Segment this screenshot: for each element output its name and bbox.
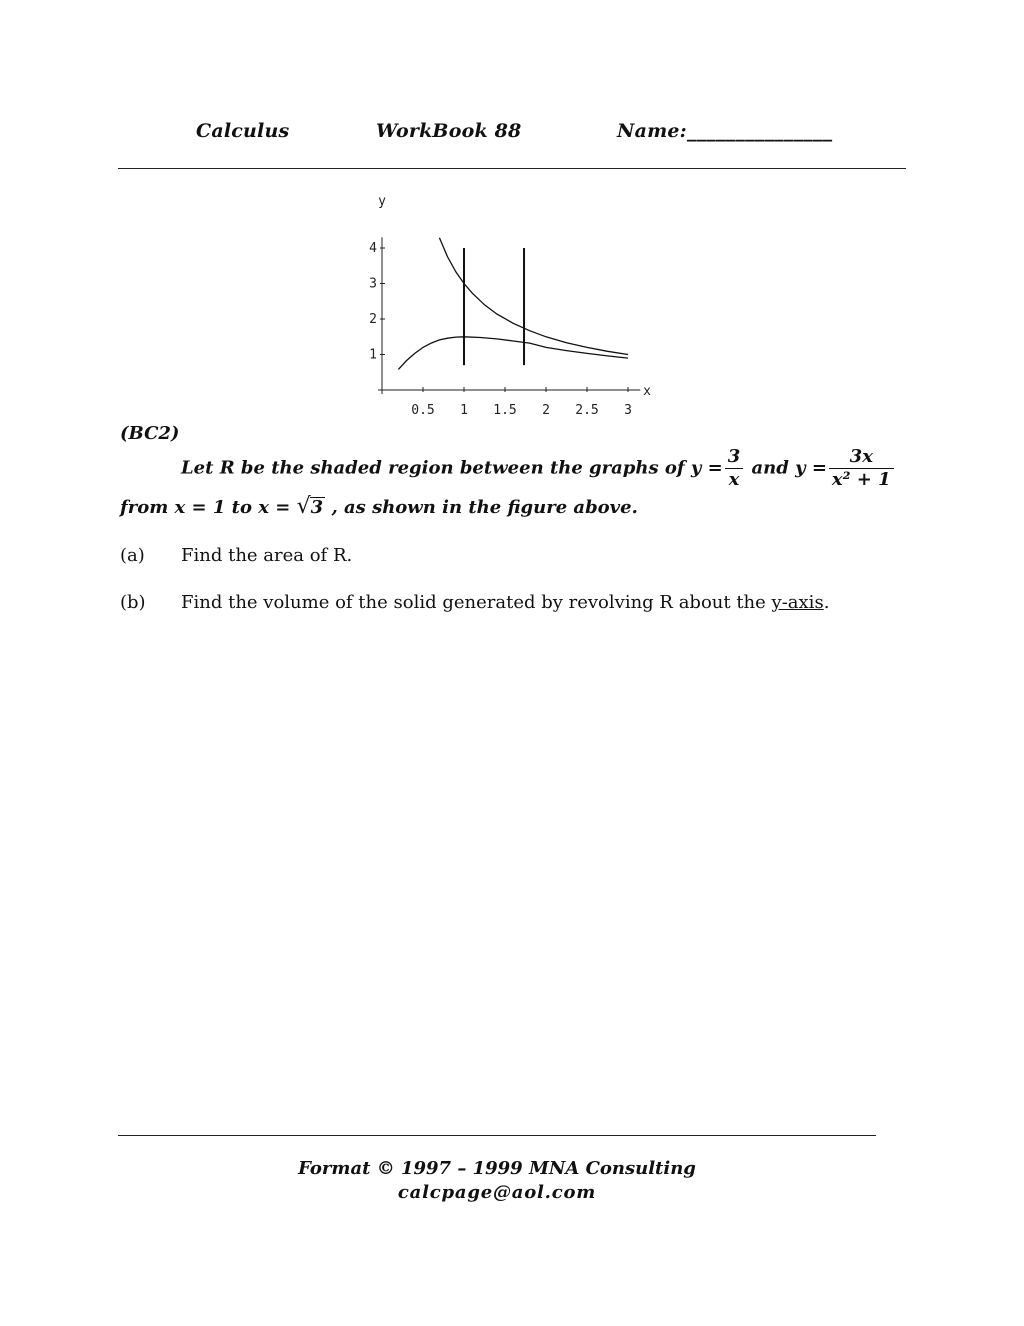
x-tick-label: 3 [624,403,632,418]
sqrt-radicand: 3 [310,497,324,518]
problem-statement-line1 [181,448,896,489]
curves [398,238,628,370]
part-b-text [181,592,829,613]
y-tick-label: 1 [369,347,377,363]
x-axis-label: x [643,384,651,399]
problem-id: (BC2) [120,423,180,444]
curve-2 [398,337,628,370]
footer-email: calcpage@aol.com [397,1182,597,1203]
part-b-underlined-term: y-axis [771,592,824,613]
part-a-text: Find the area of R. [181,545,353,566]
x-tick-label: 0.5 [411,403,435,418]
y-axis-label: y [378,194,386,209]
problem-statement-line2 [120,496,638,518]
workbook-title: WorkBook 88 [376,120,522,142]
x-tick-label: 1 [460,403,468,418]
part-b-text-end: . [823,592,830,613]
fraction-3-over-x [725,448,744,489]
footer-divider [118,1135,876,1136]
fraction-numerator: 3x [829,448,894,469]
fraction-denominator: x² + 1 [831,469,891,490]
axes [378,237,640,394]
y-tick-label: 2 [369,312,377,327]
x-tick-label: 2 [542,403,550,418]
fraction-numerator: 3 [725,448,744,469]
part-b-label: (b) [120,592,146,613]
tick-labels [369,241,632,418]
x-tick-label: 2.5 [575,403,599,418]
fraction-3x-over-x2-plus-1 [829,448,894,489]
tick-marks [380,248,628,392]
boundary-lines [464,248,524,365]
header-divider [118,168,906,169]
fraction-denominator: x [728,469,740,490]
part-a-label: (a) [120,545,145,566]
x-tick-label: 1.5 [493,403,517,418]
statement-text: from x = 1 to x = [120,497,291,518]
statement-text: Let R be the shaded region between the graphs of y = [181,457,723,479]
sqrt-icon: √ [296,494,311,519]
course-title: Calculus [196,120,290,142]
y-tick-label: 3 [369,276,377,292]
name-field-label: Name:_______________ [617,120,833,142]
graph-figure [360,188,670,423]
y-tick-label: 4 [369,241,377,256]
footer-copyright: Format © 1997 – 1999 MNA Consulting [298,1158,696,1179]
and-text: and y = [751,457,827,479]
part-b-text-main: Find the volume of the solid generated by revolving R about the [181,592,766,613]
statement-text: , as shown in the figure above. [331,497,638,518]
